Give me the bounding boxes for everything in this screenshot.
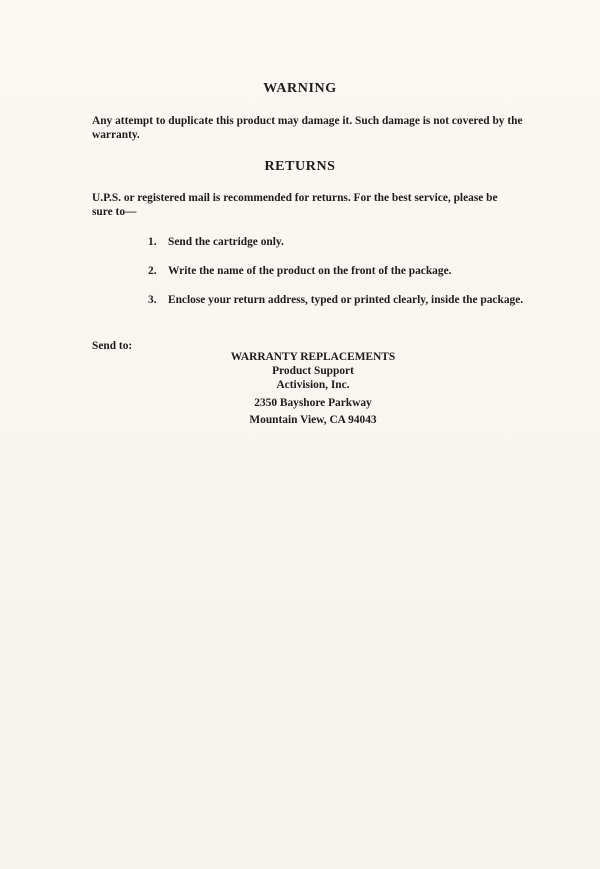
step-number: 3. (148, 294, 157, 306)
address-line: Mountain View, CA 94043 (249, 414, 377, 426)
step-number: 2. (148, 265, 157, 277)
address-line: WARRANTY REPLACEMENTS (230, 351, 396, 363)
step-text: Send the cartridge only. (168, 236, 284, 248)
step-number: 1. (148, 236, 157, 248)
step-text: Write the name of the product on the front of the package. (168, 265, 452, 277)
send-to-label: Send to: (92, 340, 133, 352)
address-line: Product Support (272, 365, 354, 377)
warning-text: Any attempt to duplicate this product may damage it. Such damage is not covered by the warranty. (92, 115, 523, 141)
step-text: Enclose your return address, typed or printed clearly, inside the package. (168, 294, 524, 306)
returns-heading: RETURNS (264, 159, 336, 174)
address-line: 2350 Bayshore Parkway (254, 397, 372, 409)
returns-intro: U.P.S. or registered mail is recommended for returns. For the best service, please be sure to— (92, 192, 498, 218)
address-line: Activision, Inc. (276, 379, 350, 391)
warning-heading: WARNING (263, 81, 337, 96)
